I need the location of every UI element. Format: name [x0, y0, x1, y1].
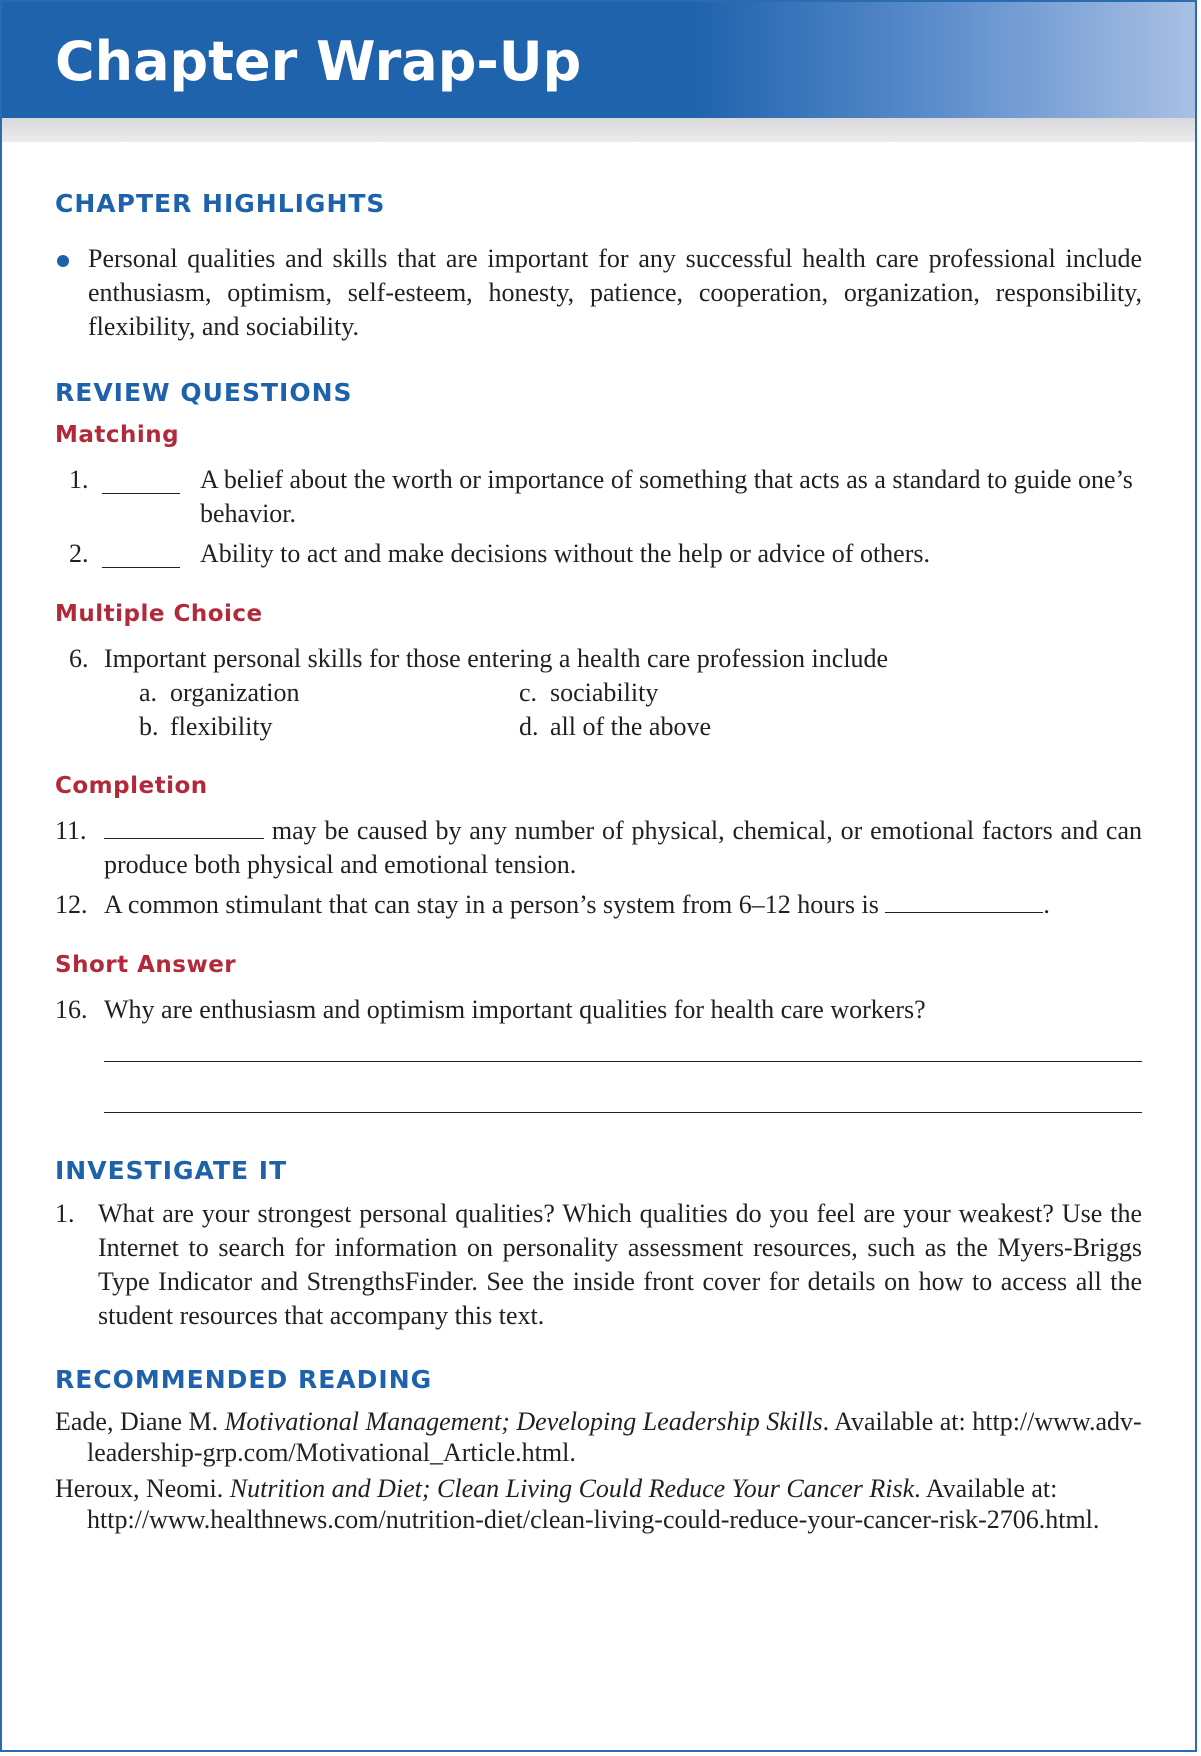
- mc-options: [139, 676, 1142, 744]
- question-number: 11.: [55, 816, 87, 845]
- question-text: may be caused by any number of physical, chemical, or emotional factors and can produce both physical and emotional tension.: [104, 816, 1143, 879]
- question-text: Ability to act and make decisions without the help or advice of others.: [200, 539, 930, 568]
- highlight-text: Personal qualities and skills that are important for any successful health care professional include enthusiasm, optimism, self-esteem, honesty, patience, cooperation, organization, responsibility, flexibility, and sociability.: [88, 244, 1142, 341]
- reference: [55, 1473, 1142, 1535]
- highlight-bullet: [55, 242, 1142, 344]
- question-text: A common stimulant that can stay in a person’s system from 6–12 hours is: [104, 890, 879, 919]
- sentence-end: .: [1043, 890, 1050, 919]
- question-text: Why are enthusiasm and optimism important qualities for health care workers?: [104, 995, 926, 1024]
- multiple-choice-heading: Multiple Choice: [55, 601, 263, 627]
- review-heading: REVIEW QUESTIONS: [55, 378, 353, 407]
- mc-option-a[interactable]: [139, 676, 299, 710]
- question-number: 6.: [69, 644, 89, 673]
- option-text: sociability: [550, 678, 659, 707]
- header-divider: [2, 118, 1195, 142]
- question-number: 1.: [69, 465, 89, 494]
- reference-title: Motivational Management; Developing Leadership Skills: [224, 1407, 823, 1436]
- investigate-text: What are your strongest personal qualities? Which qualities do you feel are your weakest? Use the Internet to search for information on personality assessment resources, such as the Myers-Briggs Type Indicator and StrengthsFinder. See the inside front cover for details on how to access all the student resources that accompany this text.: [98, 1199, 1142, 1330]
- option-letter: d.: [519, 712, 539, 741]
- mc-option-b[interactable]: [139, 710, 273, 744]
- chapter-title: Chapter Wrap-Up: [55, 30, 582, 93]
- reference-author: Eade, Diane M.: [55, 1407, 219, 1436]
- option-letter: a.: [139, 678, 158, 707]
- question-number: 16.: [55, 995, 88, 1024]
- question-number: 2.: [69, 539, 89, 568]
- investigate-item: [55, 1197, 1142, 1333]
- bullet-icon: [57, 255, 69, 267]
- highlights-heading: CHAPTER HIGHLIGHTS: [55, 189, 386, 218]
- matching-item: [55, 463, 1142, 531]
- content: [55, 189, 1142, 1535]
- completion-item: [55, 814, 1142, 882]
- reading-heading: RECOMMENDED READING: [55, 1365, 433, 1394]
- answer-blank[interactable]: [885, 888, 1043, 913]
- reference-title: Nutrition and Diet; Clean Living Could Reduce Your Cancer Risk: [229, 1474, 915, 1503]
- investigate-heading: INVESTIGATE IT: [55, 1156, 288, 1185]
- reference-details: . Available at: http://www.adv-leadership-grp.com/Motivational_Article.html.: [87, 1407, 1142, 1467]
- matching-heading: Matching: [55, 422, 180, 448]
- reference-author: Heroux, Neomi.: [55, 1474, 224, 1503]
- mc-option-d[interactable]: [519, 710, 711, 744]
- mc-option-c[interactable]: [519, 676, 658, 710]
- answer-line[interactable]: [104, 1061, 1142, 1062]
- question-number: 1.: [55, 1199, 75, 1228]
- completion-heading: Completion: [55, 773, 208, 799]
- question-text: A belief about the worth or importance of something that acts as a standard to guide one’s behavior.: [200, 465, 1133, 528]
- reference: [55, 1406, 1142, 1468]
- chapter-header-band: [2, 2, 1195, 118]
- question-text: Important personal skills for those entering a health care profession include: [104, 644, 889, 673]
- matching-item: [55, 537, 1142, 571]
- answer-blank[interactable]: [104, 814, 264, 839]
- short-answer-question: [55, 993, 1142, 1027]
- option-letter: b.: [139, 712, 159, 741]
- reference-details: . Available at: http://www.healthnews.com/nutrition-diet/clean-living-could-reduce-your-cancer-risk-2706.html.: [87, 1474, 1100, 1534]
- answer-blank[interactable]: [102, 543, 180, 568]
- question-number: 12.: [55, 890, 88, 919]
- option-text: organization: [170, 678, 300, 707]
- option-letter: c.: [519, 678, 538, 707]
- option-text: flexibility: [170, 712, 273, 741]
- completion-item: [55, 888, 1142, 922]
- answer-line[interactable]: [104, 1112, 1142, 1113]
- option-text: all of the above: [550, 712, 711, 741]
- answer-blank[interactable]: [102, 469, 180, 494]
- short-answer-heading: Short Answer: [55, 952, 237, 978]
- mc-question: [55, 642, 1142, 676]
